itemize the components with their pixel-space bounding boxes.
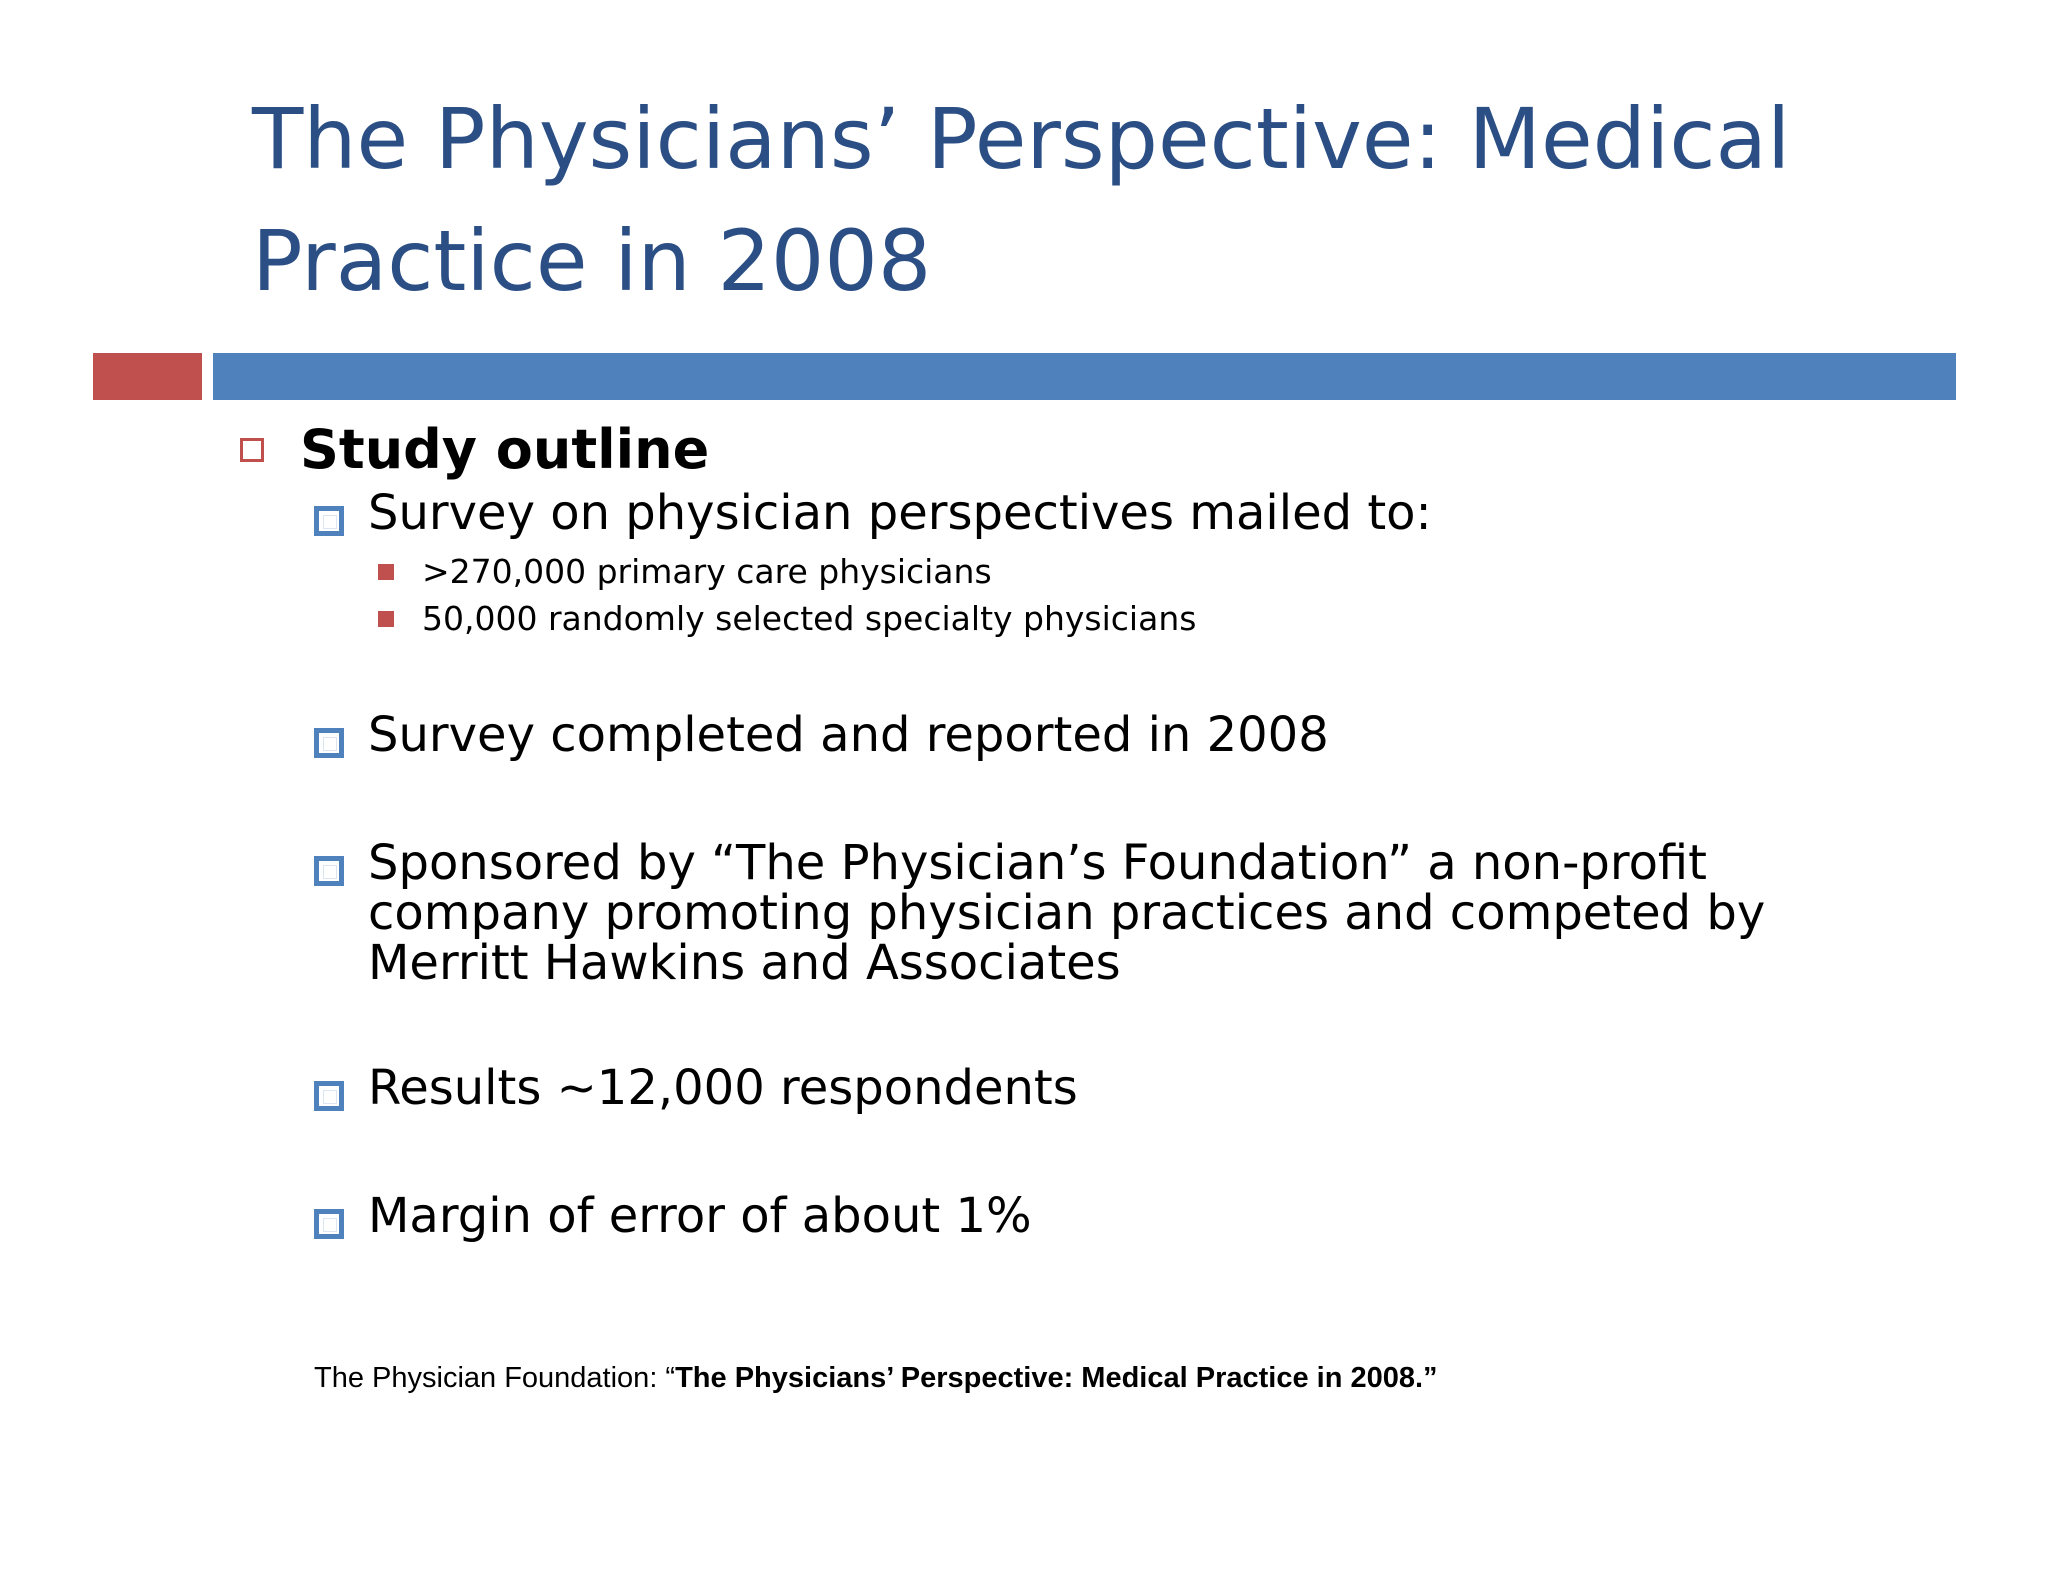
outline-subitem	[378, 549, 992, 595]
square-bullet-icon	[314, 1081, 344, 1111]
outline-heading-row	[240, 418, 709, 482]
slide-title: The Physicians’ Perspective: Medical Practice in 2008	[252, 90, 1791, 310]
square-bullet-icon	[314, 728, 344, 758]
outline-item	[314, 1188, 1868, 1244]
outline-item-text: Results ~12,000 respondents	[368, 1060, 1078, 1116]
outline-subitem	[378, 596, 1196, 642]
outline-subitem-text: 50,000 randomly selected specialty physicians	[422, 599, 1197, 638]
hollow-square-bullet-icon	[240, 438, 264, 462]
outline-item-text: Margin of error of about 1%	[368, 1188, 1032, 1244]
outline-item	[314, 835, 1868, 991]
outline-item-text: Survey completed and reported in 2008	[368, 707, 1329, 763]
filled-square-bullet-icon	[378, 564, 394, 580]
citation-prefix: The Physician Foundation: “	[314, 1362, 676, 1394]
square-bullet-icon	[314, 856, 344, 886]
filled-square-bullet-icon	[378, 611, 394, 627]
outline-heading: Study outline	[300, 418, 710, 481]
outline-item-text: Survey on physician perspectives mailed to:	[368, 485, 1432, 541]
title-accent-bar-red	[93, 353, 202, 400]
title-accent-bar-blue	[213, 353, 1956, 400]
square-bullet-icon	[314, 1209, 344, 1239]
citation-title: The Physicians’ Perspective: Medical Practice in 2008.”	[675, 1362, 1438, 1394]
citation	[314, 1358, 1438, 1398]
outline-subitem-text: >270,000 primary care physicians	[422, 552, 992, 591]
outline-item	[314, 485, 1868, 541]
outline-item-text: Sponsored by “The Physician’s Foundation” a non-profit company promoting physician practices and competed by Merritt Hawkins and Associates	[368, 835, 1766, 991]
outline-item	[314, 707, 1868, 763]
outline-item	[314, 1060, 1868, 1116]
square-bullet-icon	[314, 506, 344, 536]
